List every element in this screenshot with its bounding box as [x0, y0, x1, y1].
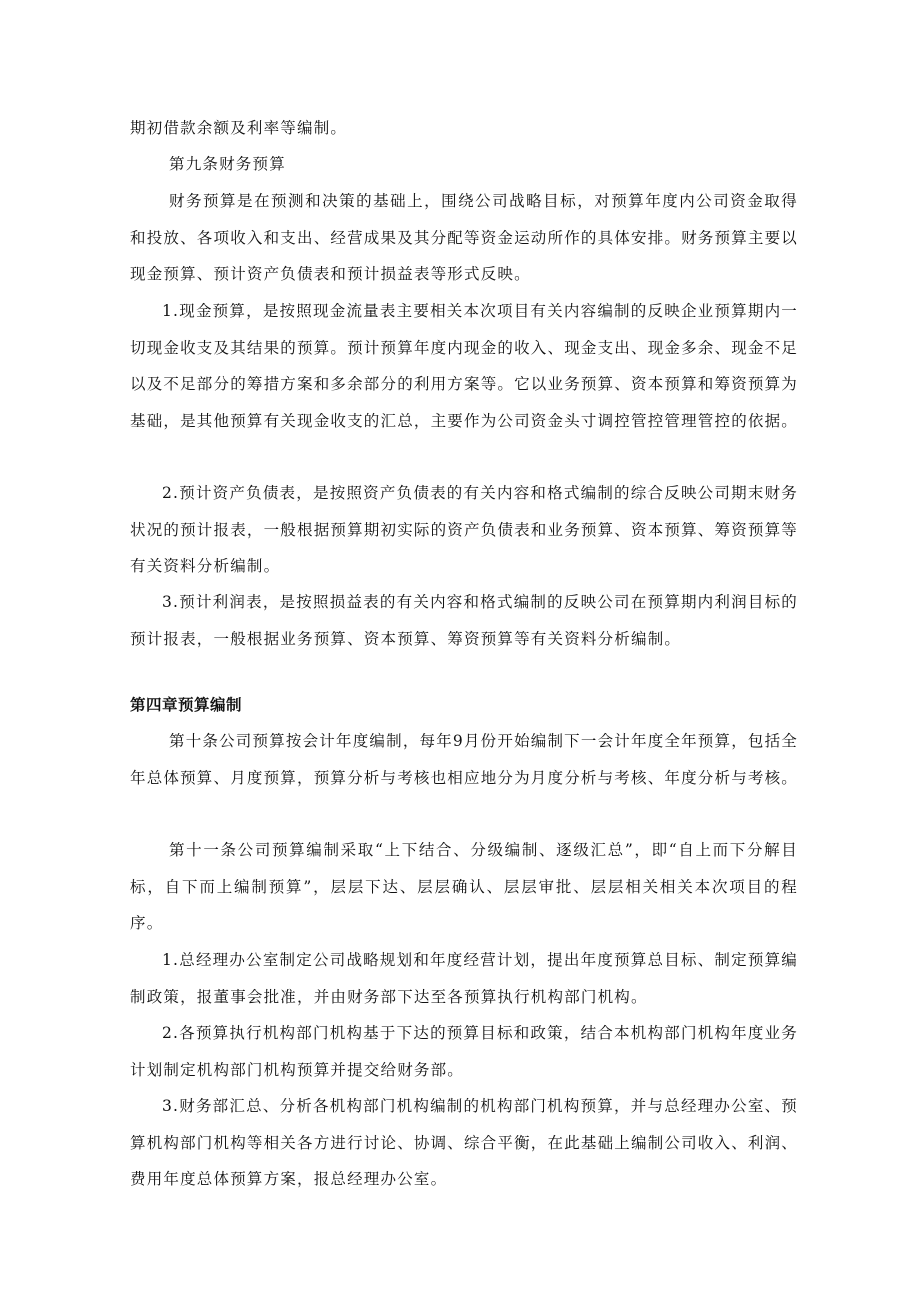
- list-item-profit-statement: 3.预计利润表，是按照损益表的有关内容和格式编制的反映公司在预算期内利润目标的预计报表，一般根据业务预算、资本预算、筹资预算等有关资料分析编制。: [130, 593, 798, 648]
- article-11-paragraph: 第十一条公司预算编制采取“上下结合、分级编制、逐级汇总”，即“自上而下分解目标，自下而上编制预算”，层层下达、层层确认、层层审批、层层相关相关本次项目的程序。: [130, 841, 798, 932]
- paragraph-financial-budget: 财务预算是在预测和决策的基础上，围绕公司战略目标，对预算年度内公司资金取得和投放、各项收入和支出、经营成果及其分配等资金运动所作的具体安排。财务预算主要以现金预算、预计资产负债表和预计损益表等形式反映。: [130, 192, 799, 283]
- list-item-general-manager: 1.总经理办公室制定公司战略规划和年度经营计划，提出年度预算总目标、制定预算编制政策，报董事会批准，并由财务部下达至各预算执行机构部门机构。: [130, 951, 798, 1006]
- list-item-balance-sheet: 2.预计资产负债表，是按照资产负债表的有关内容和格式编制的综合反映公司期末财务状况的预计报表，一般根据预算期初实际的资产负债表和业务预算、资本预算、筹资预算等有关资料分析编制。: [130, 484, 799, 575]
- list-item-finance-department: 3.财务部汇总、分析各机构部门机构编制的机构部门机构预算，并与总经理办公室、预算机构部门机构等相关各方进行讨论、协调、综合平衡，在此基础上编制公司收入、利润、费用年度总体预算方案，报总经理办公室。: [130, 1097, 799, 1188]
- chapter-4-heading: 第四章预算编制: [130, 696, 243, 714]
- paragraph-loan-balance: 期初借款余额及利率等编制。: [130, 119, 348, 137]
- list-item-execution-units: 2.各预算执行机构部门机构基于下达的预算目标和政策，结合本机构部门机构年度业务计划制定机构部门机构预算并提交给财务部。: [130, 1024, 798, 1079]
- article-10-paragraph: 第十条公司预算按会计年度编制，每年9月份开始编制下一会计年度全年预算，包括全年总体预算、月度预算，预算分析与考核也相应地分为月度分析与考核、年度分析与考核。: [130, 732, 799, 787]
- article-9-title: 第九条财务预算: [169, 155, 286, 173]
- list-item-cash-budget: 1.现金预算，是按照现金流量表主要相关本次项目有关内容编制的反映企业预算期内一切现金收支及其结果的预算。预计预算年度内现金的收入、现金支出、现金多余、现金不足以及不足部分的筹措方案和多余部分的利用方案等。它以业务预算、资本预算和筹资预算为基础，是其他预算有关现金收支的汇总，主要作为公司资金头寸调控管控管理管控的依据。: [130, 302, 799, 430]
